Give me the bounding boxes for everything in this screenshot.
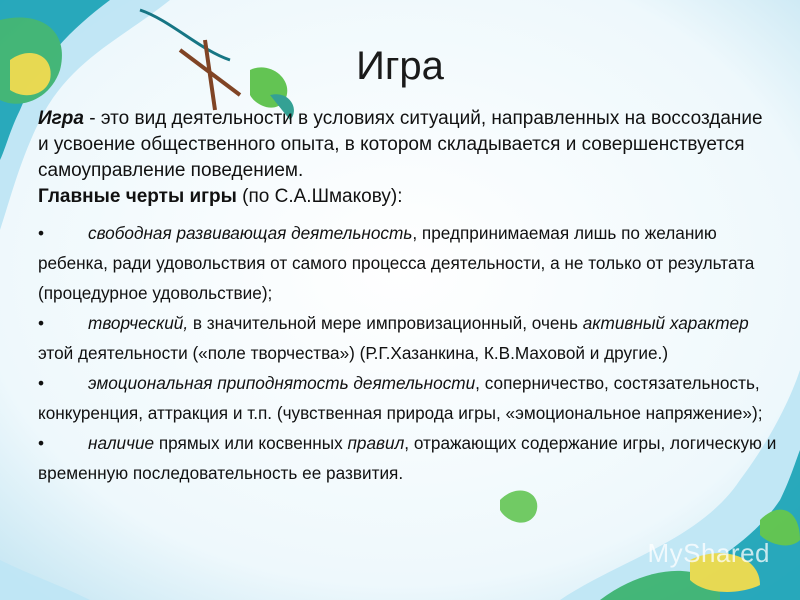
- list-item: [38, 428, 778, 488]
- item-text-2: этой деятельности («поле творчества») (Р.Г.Хазанкина, К.В.Маховой и другие.): [38, 343, 669, 363]
- item-text-2: , отражающих содержание игры, логическую и временную последовательность ее развития.: [38, 433, 777, 483]
- traits-heading-rest: (по С.А.Шмакову):: [236, 186, 403, 207]
- definition-text: - это вид деятельности в условиях ситуаций, направленных на воссоздание и усвоение общественного опыта, в котором складывается и совершенствуется самоуправление поведением.: [38, 108, 763, 181]
- slide-body: [38, 106, 778, 488]
- watermark: MyShared: [647, 538, 770, 568]
- traits-heading-bold: Главные черты игры: [38, 186, 237, 207]
- list-item: [38, 218, 778, 308]
- bullet-icon: •: [38, 223, 45, 243]
- definition-term: Игра: [38, 108, 84, 129]
- item-text: в значительной мере импровизационный, очень: [188, 313, 583, 333]
- traits-heading: [38, 184, 778, 210]
- item-text: прямых или косвенных: [154, 433, 348, 453]
- bullet-icon: •: [38, 373, 45, 393]
- bullet-icon: •: [38, 433, 45, 453]
- slide-title: Игра: [356, 44, 444, 88]
- item-emphasis: наличие: [88, 433, 155, 453]
- item-text: , предпринимаемая лишь по желанию ребенка, ради удовольствия от самого процесса деятельности, а не только от результата (процедурное удовольствие);: [38, 223, 755, 303]
- item-emphasis: эмоциональная приподнятость деятельности: [88, 373, 476, 393]
- item-text: , соперничество, состязательность, конкуренция, аттракция и т.п. (чувственная природа игры, «эмоциональное напряжение»);: [38, 373, 763, 423]
- list-item: [38, 308, 778, 368]
- item-emphasis-2: активный характер: [582, 313, 749, 333]
- item-emphasis: свободная развивающая деятельность: [88, 223, 413, 243]
- definition-paragraph: [38, 106, 778, 184]
- bullet-icon: •: [38, 313, 45, 333]
- item-emphasis: творческий,: [88, 313, 189, 333]
- item-emphasis-2: правил: [347, 433, 405, 453]
- list-item: [38, 368, 778, 428]
